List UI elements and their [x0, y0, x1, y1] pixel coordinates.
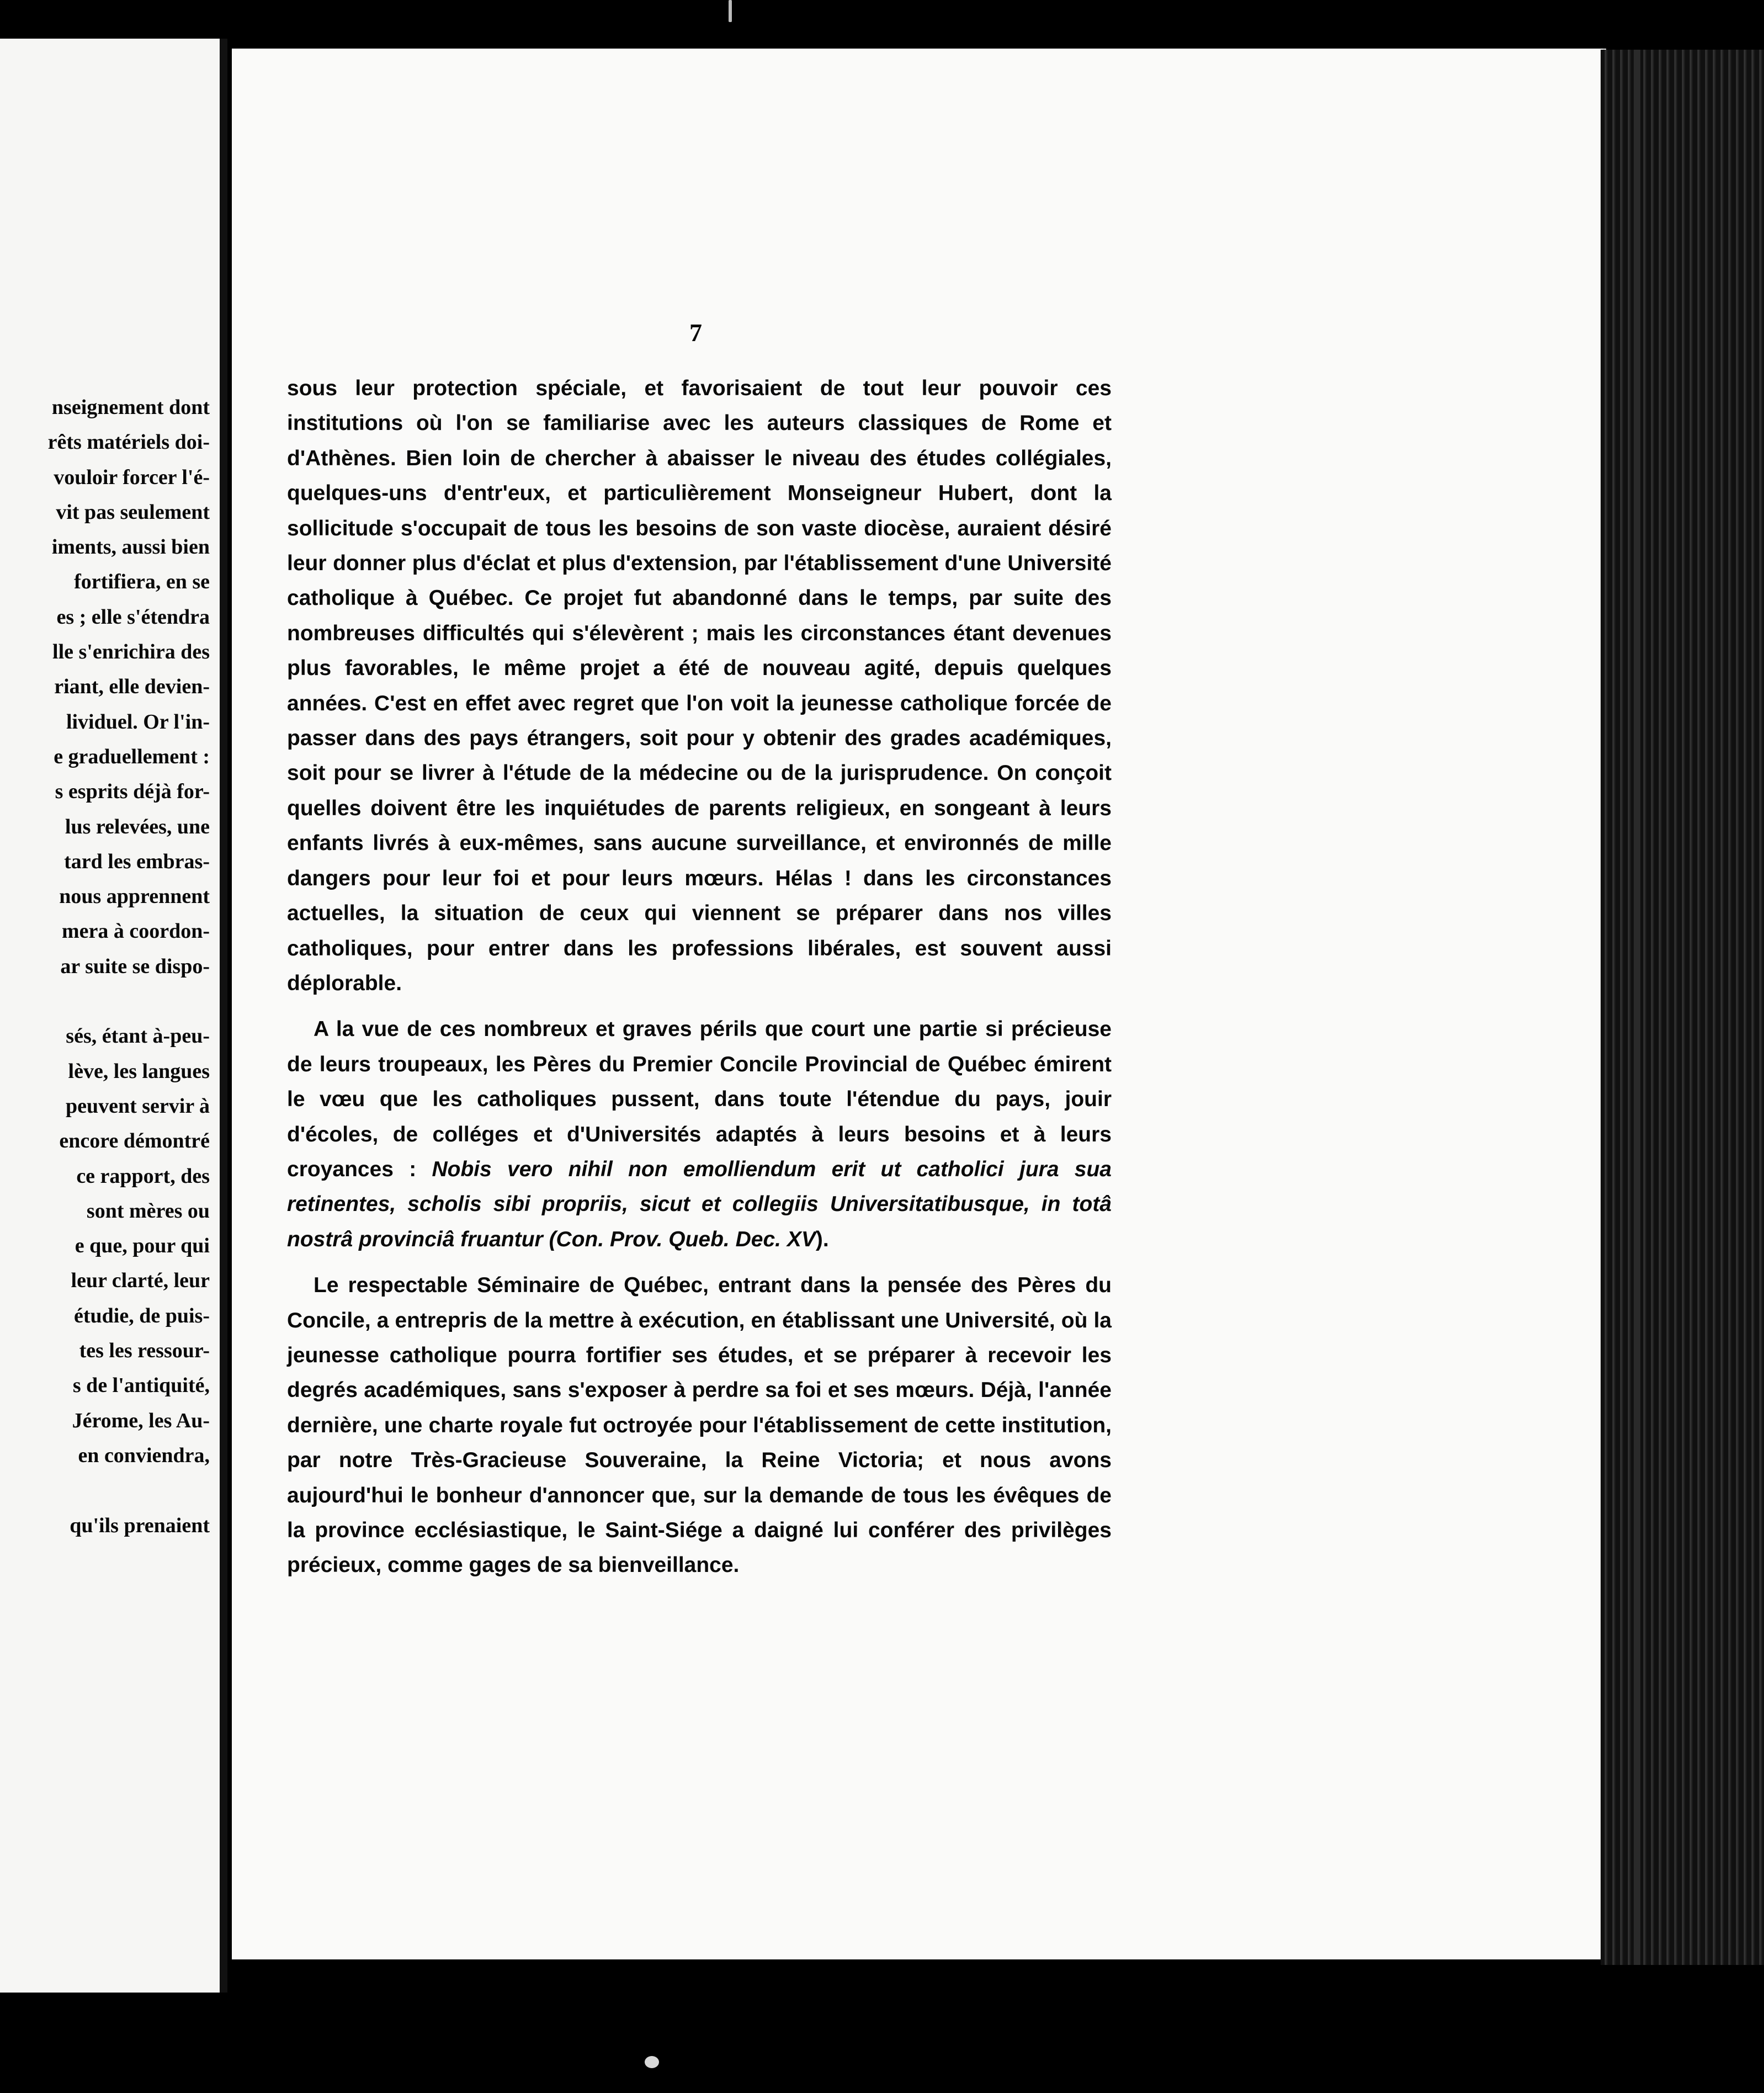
- left-page-line: [0, 984, 210, 1019]
- left-page-line: s de l'antiquité,: [72, 1374, 210, 1398]
- page-edges: [1601, 50, 1764, 1965]
- dust-speck: [645, 2056, 659, 2068]
- left-page-line: tes les ressour-: [79, 1339, 210, 1363]
- left-page-line: qu'ils prenaient: [70, 1513, 210, 1537]
- left-page-line: e graduellement :: [54, 745, 210, 768]
- left-page-text: [0, 390, 210, 1543]
- left-page-line: rêts matériels doi-: [47, 431, 210, 454]
- left-page-line: sont mères ou: [86, 1199, 210, 1223]
- left-page-line: iments, aussi bien: [51, 535, 210, 559]
- left-page-line: es ; elle s'étendra: [56, 605, 210, 629]
- left-page-line: tard les embras-: [64, 849, 210, 873]
- dust-speck: [729, 0, 732, 22]
- paragraph-2-text: A la vue de ces nombreux et graves périls que court une partie si précieuse de leurs troupeaux, les Pères du Premier Concile Provincial de Québec émirent le vœu que les catholiques pussent, dans toute l'étendue du pays, jouir d'écoles, de colléges et d'Universités adaptés à leurs besoins et à leurs croyances :: [287, 1017, 1112, 1181]
- left-page-line: lus relevées, une: [65, 815, 210, 838]
- left-page-line: vouloir forcer l'é-: [54, 465, 210, 489]
- left-page-line: lle s'enrichira des: [52, 640, 210, 664]
- paragraph-3: Le respectable Séminaire de Québec, entrant dans la pensée des Pères du Concile, a entrepris de la mettre à exécution, en établissant une Université, où la jeunesse catholique pourra fortifier ses études, et se préparer à recevoir les degrés académiques, sans s'exposer à perdre sa foi et ses mœurs. Déjà, l'année dernière, une charte royale fut octroyée pour l'établissement de cette institution, par notre Très-Gracieuse Souveraine, la Reine Victoria; et nous avons aujourd'hui le bonheur d'annoncer que, sur la demande de tous les évêques de la province ecclésiastique, le Saint-Siége a daigné lui conférer des privilèges précieux, comme gages de sa bienveillance.: [287, 1273, 1112, 1577]
- left-page-line: [0, 1473, 210, 1508]
- left-page-line: peuvent servir à: [65, 1094, 210, 1118]
- left-page-line: étudie, de puis-: [74, 1304, 210, 1327]
- paragraph-1: sous leur protection spéciale, et favorisaient de tout leur pouvoir ces institutions où l'on se familiarise avec les auteurs classiques de Rome et d'Athènes. Bien loin de chercher à abaisser le niveau des études collégiales, quelques-uns d'entr'eux, et particulièrement Monseigneur Hubert, dont la sollicitude s'occupait de tous les besoins de son vaste diocèse, auraient désiré leur donner plus d'éclat et plus d'extension, par l'établissement d'une Université catholique à Québec. Ce projet fut abandonné dans le temps, par suite des nombreuses difficultés qui s'élevèrent ; mais les circonstances étant devenues plus favorables, le même projet a été de nouveau agité, depuis quelques années. C'est en effet avec regret que l'on voit la jeunesse catholique forcée de passer dans des pays étrangers, soit pour y obtenir des grades académiques, soit pour se livrer à l'étude de la médecine ou de la jurisprudence. On conçoit quelles doivent être les inquiétudes de parents religieux, en songeant à leurs enfants livrés à eux-mêmes, sans aucune surveillance, et environnés de mille dangers pour leur foi et pour leurs mœurs. Hélas ! dans les circonstances actuelles, la situation de ceux qui viennent se préparer dans nos villes catholiques, pour entrer dans les professions libérales, est souvent aussi déplorable.: [287, 376, 1112, 995]
- left-page-line: nseignement dont: [51, 396, 210, 419]
- left-page-line: ce rapport, des: [76, 1164, 210, 1188]
- left-page-line: vit pas seulement: [56, 500, 210, 524]
- page-body: [287, 371, 1112, 1583]
- left-page-line: encore démontré: [59, 1129, 210, 1153]
- left-page: [0, 39, 227, 1993]
- page-edge-highlight: [1634, 50, 1640, 1965]
- left-page-line: sés, étant à-peu-: [66, 1024, 210, 1048]
- left-page-line: Jérome, les Au-: [72, 1409, 210, 1432]
- left-page-line: nous apprennent: [59, 885, 210, 909]
- latin-quotation: Nobis vero nihil non emolliendum erit ut catholici jura sua retinentes, scholis sibi propriis, sicut et collegiis Universitatibusque, in totâ nostrâ provinciâ fruantur (Con. Prov. Queb. Dec. XV: [287, 1157, 1112, 1251]
- gutter-shadow: [220, 39, 227, 1993]
- left-page-line: riant, elle devien-: [54, 675, 210, 699]
- paragraph-2: [287, 1012, 1112, 1257]
- left-page-line: e que, pour qui: [75, 1234, 210, 1258]
- left-page-line: mera à coordon-: [61, 920, 210, 943]
- left-page-line: ar suite se dispo-: [60, 954, 210, 978]
- left-page-line: en conviendra,: [78, 1443, 210, 1467]
- left-page-line: s esprits déjà for-: [55, 780, 210, 804]
- left-page-line: lividuel. Or l'in-: [66, 710, 210, 734]
- citation-close: ).: [815, 1227, 829, 1251]
- page-number: 7: [689, 318, 702, 347]
- left-page-line: fortifiera, en se: [74, 570, 210, 594]
- left-page-line: leur clarté, leur: [71, 1269, 210, 1293]
- left-page-line: lève, les langues: [68, 1059, 210, 1083]
